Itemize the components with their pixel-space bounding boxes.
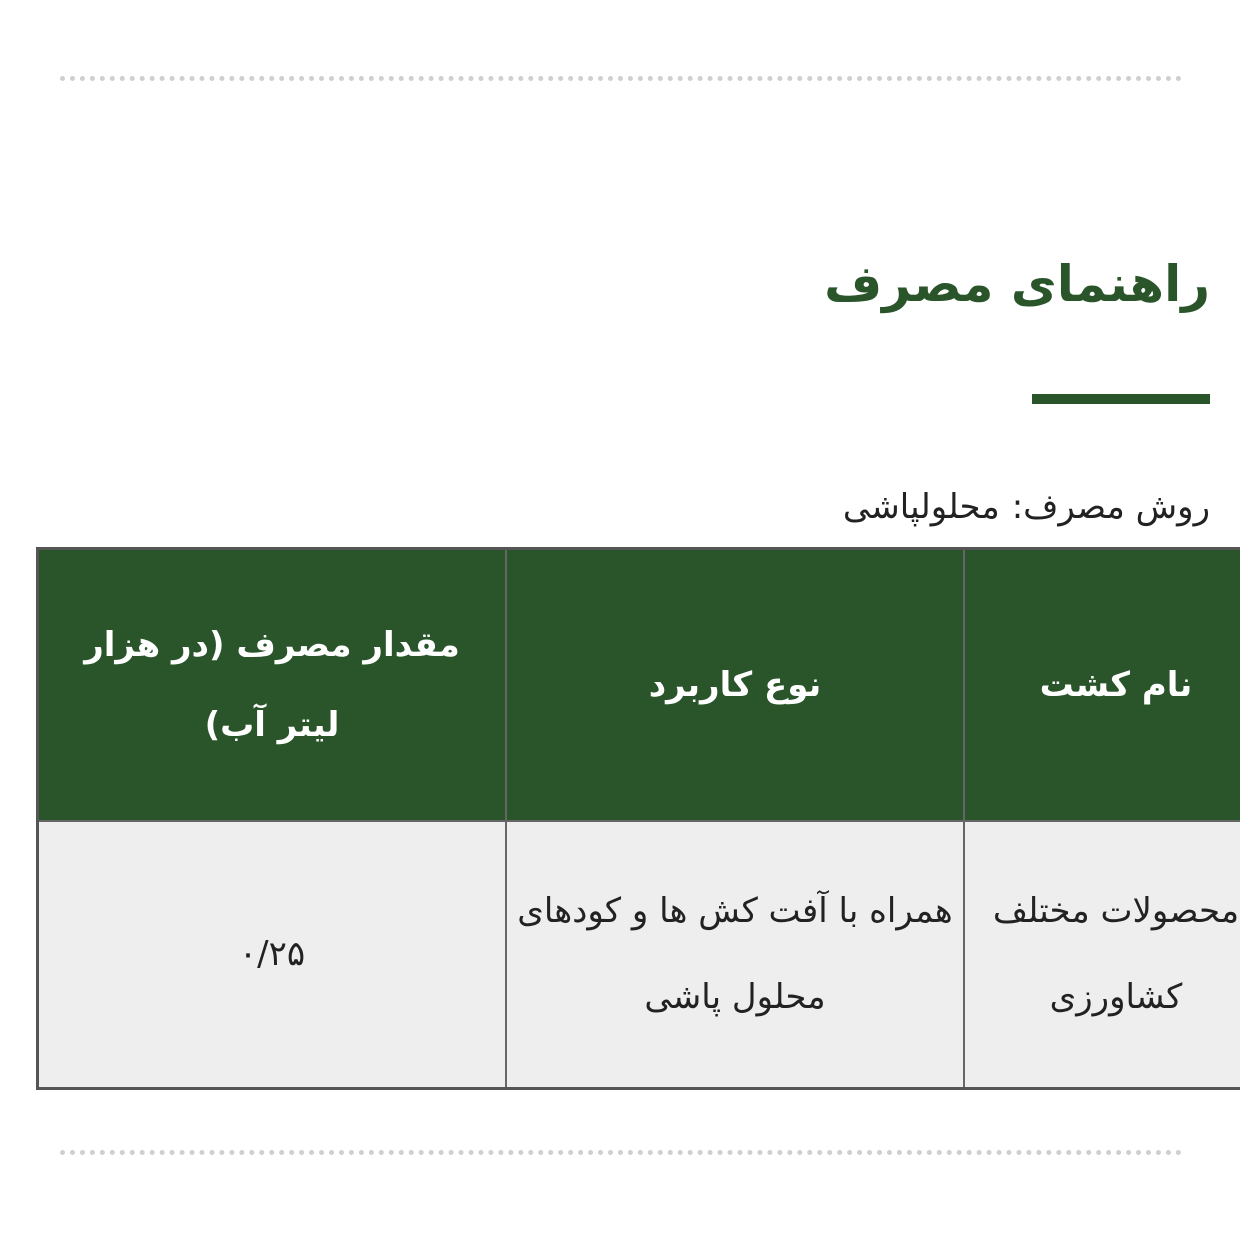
- usage-method-label: روش مصرف:: [1011, 487, 1210, 527]
- usage-table: [36, 547, 1240, 1090]
- bottom-dotted-divider: [60, 1150, 1182, 1155]
- table-row: [38, 821, 1240, 1089]
- header-crop-name: نام کشت: [964, 549, 1240, 821]
- top-dotted-divider: [60, 76, 1182, 81]
- header-usage-type: نوع کاربرد: [506, 549, 964, 821]
- usage-method-value: محلولپاشی: [842, 487, 1000, 527]
- table-header-row: [38, 549, 1240, 821]
- header-dosage: مقدار مصرف (در هزار لیتر آب): [38, 549, 507, 821]
- title-underline: [1032, 394, 1210, 404]
- cell-crop-name: محصولات مختلف کشاورزی: [964, 821, 1240, 1089]
- cell-dosage: ۰/۲۵: [38, 821, 507, 1089]
- usage-method: [843, 482, 1210, 532]
- cell-usage-type: همراه با آفت کش ها و کودهای محلول پاشی: [506, 821, 964, 1089]
- section-title: راهنمای مصرف: [824, 255, 1210, 313]
